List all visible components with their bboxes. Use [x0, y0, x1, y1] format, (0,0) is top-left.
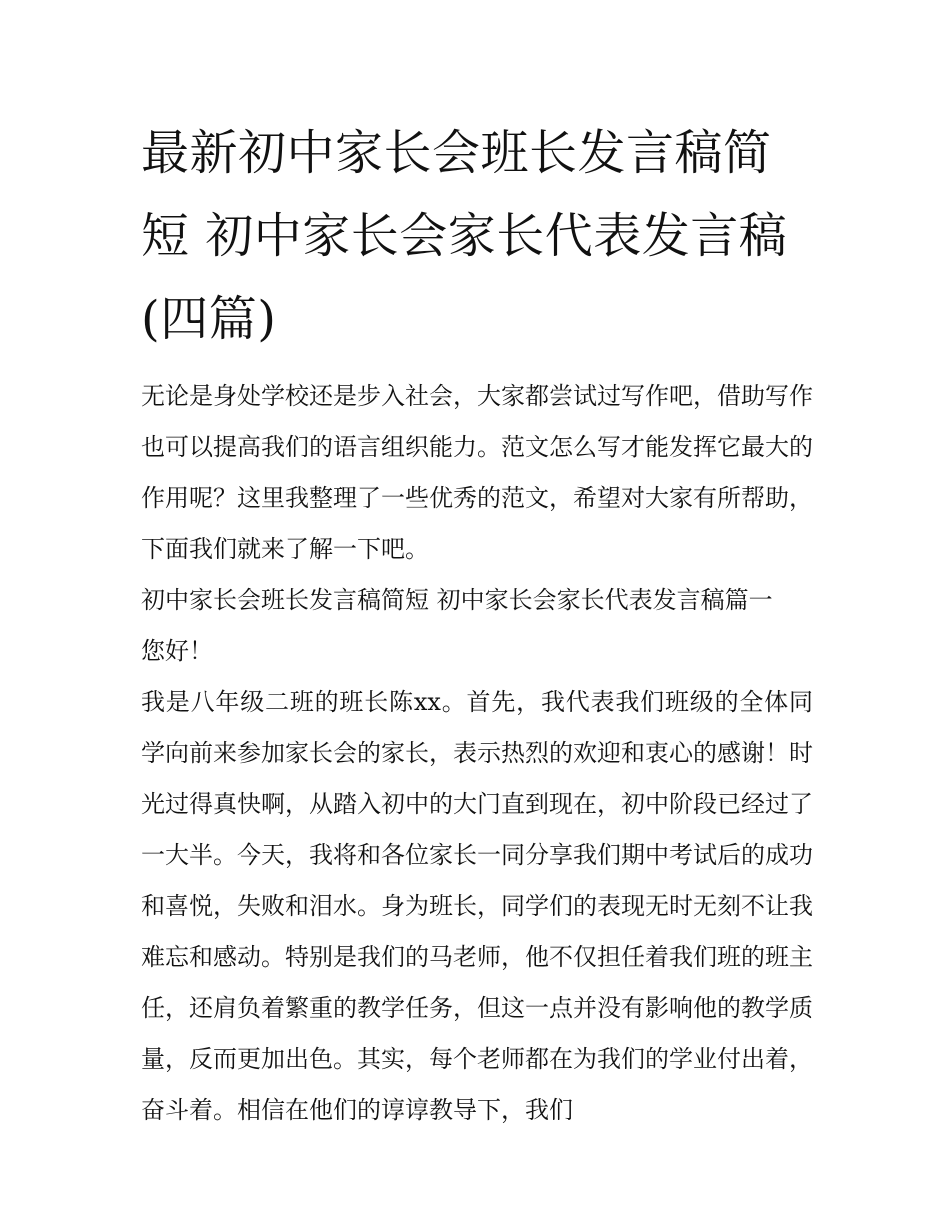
section-heading: 初中家长会班长发言稿简短 初中家长会家长代表发言稿篇一	[141, 586, 773, 614]
document-page	[141, 112, 813, 1136]
intro-paragraph: 无论是身处学校还是步入社会，大家都尝试过写作吧，借助写作也可以提高我们的语言组织能力。范文怎么写才能发挥它最大的作用呢？这里我整理了一些优秀的范文，希望对大家有所帮助，下面我们就来了解一下吧。	[141, 382, 813, 563]
document-title: 最新初中家长会班长发言稿简短 初中家长会家长代表发言稿(四篇)	[141, 125, 788, 347]
body-paragraph: 我是八年级二班的班长陈xx。首先，我代表我们班级的全体同学向前来参加家长会的家长，表示热烈的欢迎和衷心的感谢！时光过得真快啊，从踏入初中的大门直到现在，初中阶段已经过了一大半。今天，我将和各位家长一同分享我们期中考试后的成功和喜悦，失败和泪水。身为班长，同学们的表现无时无刻不让我难忘和感动。特别是我们的马老师，他不仅担任着我们班的班主任，还肩负着繁重的教学任务，但这一点并没有影响他的教学质量，反而更加出色。其实，每个老师都在为我们的学业付出着，奋斗着。相信在他们的谆谆教导下，我们	[141, 688, 813, 1124]
greeting-line: 您好！	[141, 637, 213, 665]
